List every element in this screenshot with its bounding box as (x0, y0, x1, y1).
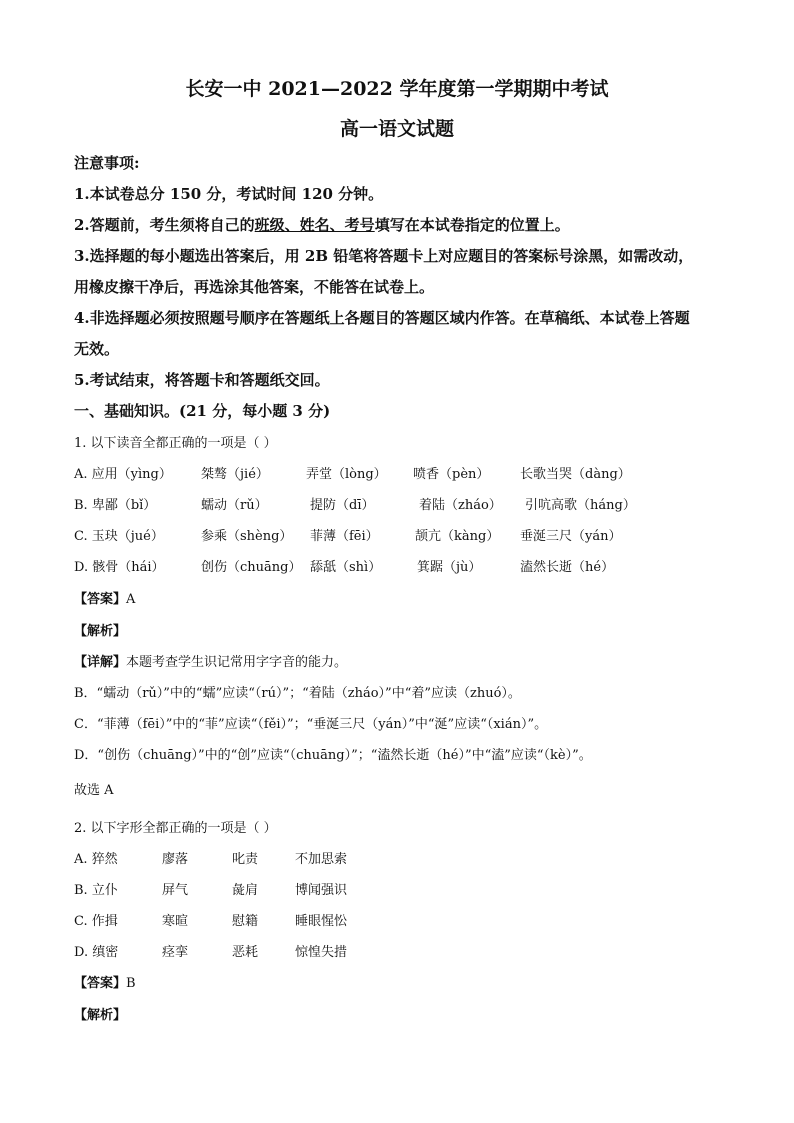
q1-c-4: 颉亢（kàng） (415, 529, 500, 544)
q2-analysis-label-text: 【解析】 (74, 1008, 127, 1023)
q1-d-3: 舔舐（shì） (310, 560, 382, 575)
q1-d-2: 创伤（chuāng） (201, 560, 302, 575)
q2-b-2: 屏气 (162, 883, 189, 898)
q2-d-4: 惊惶失措 (295, 945, 348, 960)
q1-b-1: B. 卑鄙（bǐ） (74, 498, 157, 513)
q1-a-1: A. 应用（yìng） (74, 467, 172, 482)
notice-item-2 (74, 214, 570, 235)
q1-explanation-b: B．“蠕动（rǔ）”中的“蠕”应读“（rú）”；“着陆（zháo）”中“着”应读（zhuó）。 (74, 686, 521, 701)
q1-a-5: 长歌当哭（dàng） (520, 467, 631, 482)
q1-stem: 1. 以下读音全都正确的一项是（ ） (74, 436, 277, 451)
q1-a-4: 喷香（pèn） (413, 467, 490, 482)
q1-b-2: 蠕动（rǔ） (201, 498, 268, 513)
q2-stem: 2. 以下字形全都正确的一项是（ ） (74, 821, 277, 836)
q2-c-3: 慰籍 (232, 914, 259, 929)
q1-c-2: 参乘（shèng） (201, 529, 293, 544)
q2-a-3: 叱责 (232, 852, 259, 867)
q1-detail-text: 本题考查学生识记常用字字音的能力。 (126, 655, 348, 670)
notice-item-3b: 用橡皮擦干净后，再选涂其他答案，不能答在试卷上。 (74, 278, 435, 296)
q2-b-1: B. 立仆 (74, 883, 118, 898)
q1-b-5: 引吭高歌（háng） (525, 498, 636, 513)
q2-d-1: D. 缜密 (74, 945, 119, 960)
notice-item-2-post: 填写在本试卷指定的位置上。 (374, 216, 570, 234)
q1-explanation-c: C．“菲薄（fēi）”中的“菲”应读“（fěi）”；“垂涎三尺（yán）”中“涎”应读“（xián）”。 (74, 717, 548, 732)
q2-analysis-label (74, 1004, 126, 1023)
q1-answer-label: 【答案】 (74, 592, 127, 607)
q1-analysis-label (74, 620, 126, 639)
notice-item-2-pre: 2.答题前，考生须将自己的 (74, 216, 255, 234)
exam-title: 长安一中 2021—2022 学年度第一学期期中考试 (185, 78, 609, 100)
q2-b-4: 博闻强识 (295, 883, 348, 898)
q1-a-3: 弄堂（lòng） (306, 467, 387, 482)
q2-a-2: 廖落 (162, 852, 189, 867)
q2-d-3: 恶耗 (232, 945, 259, 960)
q2-b-3: 彘肩 (232, 883, 259, 898)
notice-item-4b: 无效。 (74, 340, 120, 358)
notice-heading: 注意事项: (74, 154, 140, 172)
q1-detail (74, 651, 347, 670)
q1-answer (74, 588, 135, 607)
notice-item-4a: 4.非选择题必须按照题号顺序在答题纸上各题目的答题区域内作答。在草稿纸、本试卷上答题 (74, 309, 690, 327)
q2-answer-value: B (126, 976, 136, 991)
notice-item-5: 5.考试结束，将答题卡和答题纸交回。 (74, 371, 330, 389)
exam-subtitle: 高一语文试题 (339, 118, 454, 140)
q2-answer-label: 【答案】 (74, 976, 127, 991)
q1-c-5: 垂涎三尺（yán） (520, 529, 622, 544)
q1-d-4: 箕踞（jù） (417, 560, 482, 575)
q1-detail-label: 【详解】 (74, 655, 127, 670)
q1-c-3: 菲薄（fēi） (310, 529, 379, 544)
q1-answer-value: A (126, 592, 136, 607)
notice-item-1: 1.本试卷总分 150 分，考试时间 120 分钟。 (74, 185, 384, 203)
section-heading: 一、基础知识。(21 分，每小题 3 分) (74, 402, 331, 420)
q1-d-5: 溘然长逝（hé） (520, 560, 615, 575)
q2-c-2: 寒暄 (162, 914, 189, 929)
q1-c-1: C. 玉玦（jué） (74, 529, 164, 544)
notice-item-2-underlined: 班级、姓名、考号 (254, 216, 375, 234)
q2-answer (74, 972, 136, 991)
q1-b-4: 着陆（zháo） (419, 498, 502, 513)
notice-item-3a: 3.选择题的每小题选出答案后，用 2B 铅笔将答题卡上对应题目的答案标号涂黑，如需改动， (74, 247, 694, 265)
q1-a-2: 桀骜（jié） (201, 467, 269, 482)
q2-a-1: A. 猝然 (74, 852, 118, 867)
q2-d-2: 痉挛 (162, 945, 189, 960)
q1-analysis-label-text: 【解析】 (74, 624, 127, 639)
q1-conclusion: 故选 A (74, 783, 114, 798)
q2-c-1: C. 作揖 (74, 914, 118, 929)
q1-b-3: 提防（dī） (310, 498, 375, 513)
q2-c-4: 睡眼惺忪 (295, 914, 348, 929)
q1-explanation-d: D．“创伤（chuāng）”中的“创”应读“（chuāng）”；“溘然长逝（hé）”中“溘”应读“（kè）”。 (74, 748, 592, 763)
q1-d-1: D. 骸骨（hái） (74, 560, 165, 575)
q2-a-4: 不加思索 (295, 852, 348, 867)
